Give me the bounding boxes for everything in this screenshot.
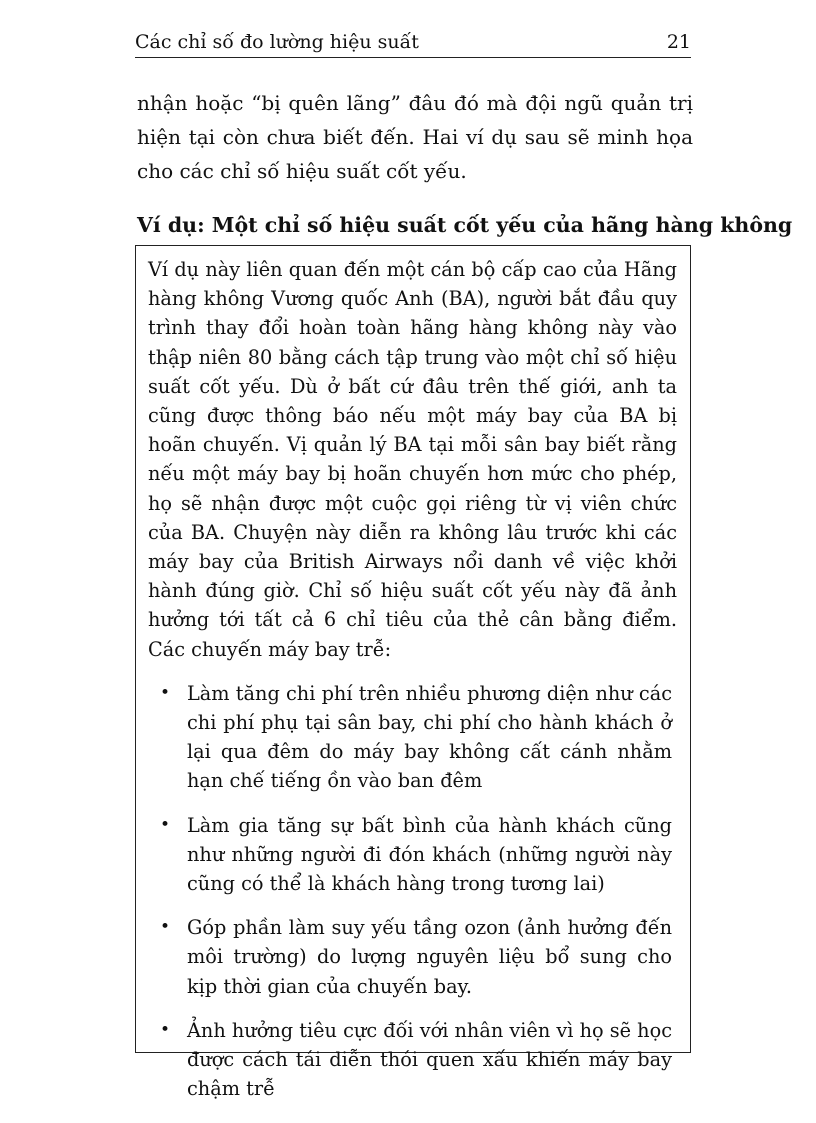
bullet-text: Góp phần làm suy yếu tầng ozon (ảnh hưởng đến môi trường) do lượng nguyên liệu bổ sung cho kịp thời gian của chuyến bay.: [187, 916, 672, 998]
example-box: [135, 245, 691, 1101]
bullet-icon: •: [160, 1019, 171, 1040]
bullet-text: Làm gia tăng sự bất bình của hành khách cũng như những người đi đón khách (những người này cũng có thể là khách hàng trong tương lai): [187, 813, 672, 896]
bullet-text: Ảnh hưởng tiêu cực đối với nhân viên vì họ sẽ học được cách tái diễn thói quen xấu khiến máy bay chậm trễ: [187, 1018, 672, 1101]
header-rule: [135, 57, 691, 58]
bullet-text: Làm tăng chi phí trên nhiều phương diện như các chi phí phụ tại sân bay, chi phí cho hành khách ở lại qua đêm do máy bay không cất cánh nhằm hạn chế tiếng ồn vào ban đêm: [187, 681, 672, 793]
bullet-icon: •: [160, 682, 171, 703]
bullet-item: [136, 679, 672, 796]
intro-paragraph: nhận hoặc “bị quên lãng” đâu đó mà đội ngũ quản trị hiện tại còn chưa biết đến. Hai ví dụ sau sẽ minh họa cho các chỉ số hiệu suất cốt yếu.: [137, 91, 693, 183]
bullet-item: [136, 913, 672, 1001]
running-head: [135, 30, 691, 54]
example-heading: Ví dụ: Một chỉ số hiệu suất cốt yếu của hãng hàng không: [137, 213, 793, 237]
bullet-list: [136, 679, 690, 1104]
bullet-icon: •: [160, 814, 171, 835]
bullet-item: [136, 811, 672, 899]
running-head-title: Các chỉ số đo lường hiệu suất: [135, 31, 419, 53]
example-paragraph: Ví dụ này liên quan đến một cán bộ cấp cao của Hãng hàng không Vương quốc Anh (BA), người bắt đầu quy trình thay đổi hoàn toàn hãng hàng không này vào thập niên 80 bằng cách tập trung vào một chỉ số hiệu suất cốt yếu. Dù ở bất cứ đâu trên thế giới, anh ta cũng được thông báo nếu một máy bay của BA bị hoãn chuyến. Vị quản lý BA tại mỗi sân bay biết rằng nếu một máy bay bị hoãn chuyến hơn mức cho phép, họ sẽ nhận được một cuộc gọi riêng từ vị viên chức của BA. Chuyện này diễn ra không lâu trước khi các máy bay của British Airways nổi danh về việc khởi hành đúng giờ. Chỉ số hiệu suất cốt yếu này đã ảnh hưởng tới tất cả 6 chỉ tiêu của thẻ cân bằng điểm. Các chuyến máy bay trễ:: [148, 258, 677, 661]
bullet-item: [136, 1016, 672, 1104]
bullet-icon: •: [160, 917, 171, 938]
page-number: 21: [666, 31, 691, 53]
